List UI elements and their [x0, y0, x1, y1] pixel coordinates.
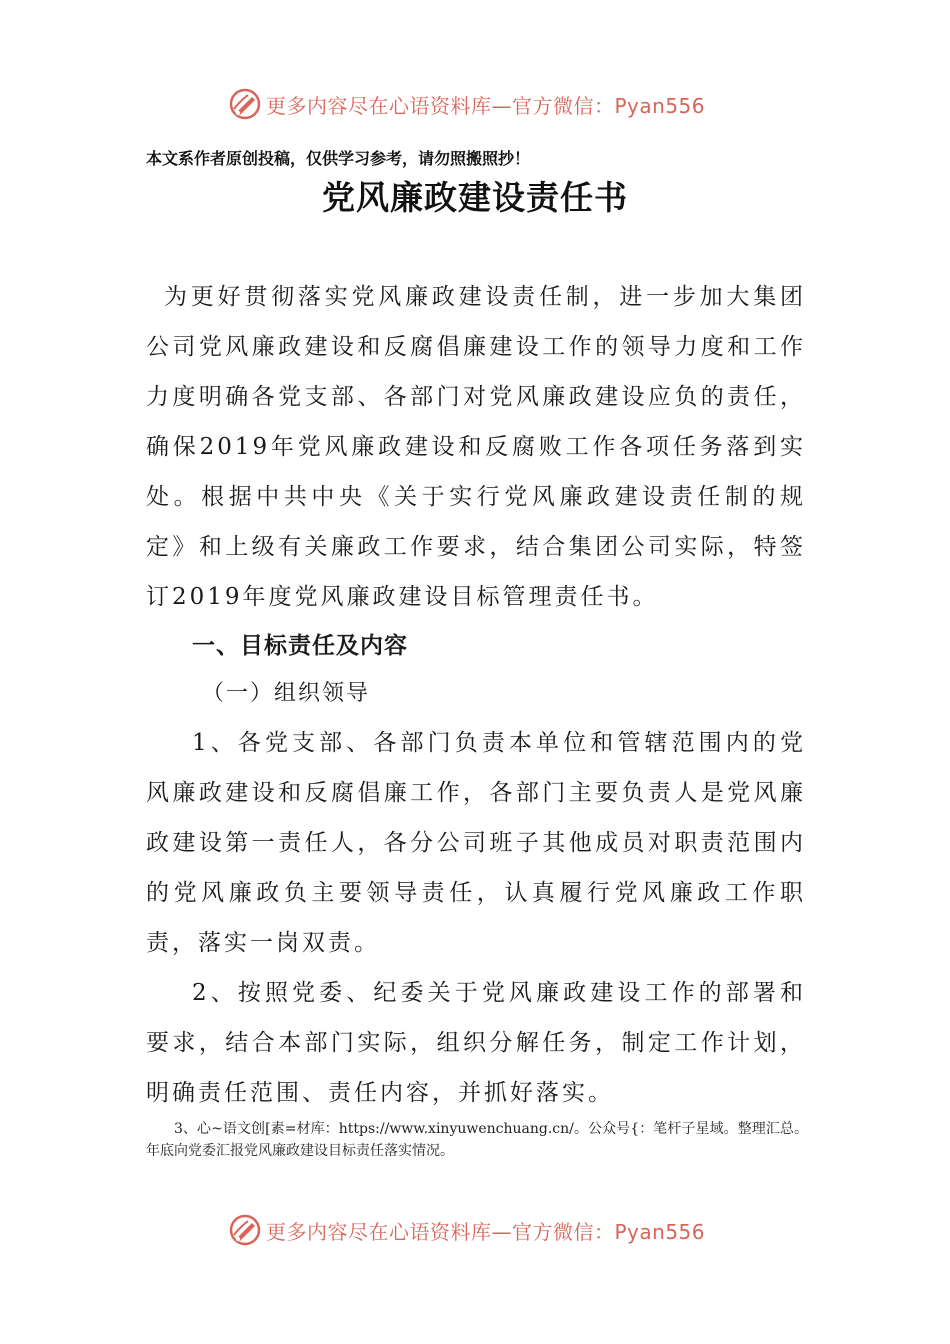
subsection-heading: （一）组织领导 — [202, 681, 371, 706]
document-title: 党风廉政建设责任书 — [322, 178, 628, 217]
pen-logo-icon — [228, 87, 262, 121]
copyright-notice: 本文系作者原创投稿，仅供学习参考，请勿照搬照抄！ — [146, 149, 531, 168]
pen-logo-icon — [228, 1213, 262, 1247]
watermark-text: 更多内容尽在心语资料库—官方微信：Pyan556 — [266, 93, 706, 118]
intro-paragraph: 为更好贯彻落实党风廉政建设责任制，进一步加大集团公司党风廉政建设和反腐倡廉建设工作的领导力度和工作力度明确各党支部、各部门对党风廉政建设应负的责任，确保2019年党风廉政建设和反腐败工作各项任务落到实处。根据中共中央《关于实行党风廉政建设责任制的规定》和上级有关廉政工作要求，结合集团公司实际，特签订2019年度党风廉政建设目标管理责任书。 — [146, 284, 806, 610]
document-body — [146, 272, 806, 1118]
footer-watermark — [228, 1212, 705, 1248]
watermark-text: 更多内容尽在心语资料库—官方微信：Pyan556 — [266, 1219, 706, 1244]
item-paragraph-1: 1、各党支部、各部门负责本单位和管辖范围内的党风廉政建设和反腐倡廉工作，各部门主要负责人是党风廉政建设第一责任人，各分公司班子其他成员对职责范围内的党风廉政负主要领导责任，认真履行党风廉政工作职责，落实一岗双责。 — [146, 730, 806, 956]
footnote-paragraph: 3、心~语文创[素=材库：https://www.xinyuwenchuang.cn/。公众号{：笔杆子星域。整理汇总。年底向党委汇报党风廉政建设目标责任落实情况。 — [146, 1121, 808, 1159]
section-heading: 一、目标责任及内容 — [192, 633, 408, 659]
item-paragraph-2: 2、按照党委、纪委关于党风廉政建设工作的部署和要求，结合本部门实际，组织分解任务，制定工作计划，明确责任范围、责任内容，并抓好落实。 — [146, 980, 806, 1106]
header-watermark — [228, 86, 705, 122]
